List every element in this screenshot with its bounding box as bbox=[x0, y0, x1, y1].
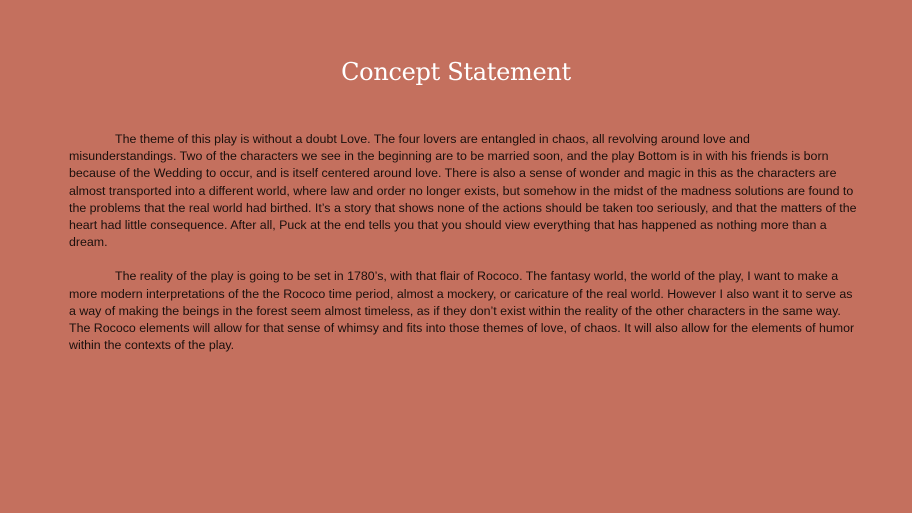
paragraph-theme: The theme of this play is without a doubt Love. The four lovers are entangled in chaos, all revolving around love and misunderstandings. Two of the characters we see in the beginning are to be married soon, and the play Bottom is in with his friends is born because of the Wedding to occur, and is itself centered around love. There is also a sense of wonder and magic in this as the characters are almost transported into a different world, where law and order no longer exists, but somehow in the midst of the madness solutions are found to the problems that the real world had birthed. It’s a story that shows none of the actions should be taken too seriously, and that the matters of the heart had little consequence. After all, Puck at the end tells you that you should view everything that has happened as nothing more than a dream. bbox=[69, 132, 857, 250]
paragraph-reality: The reality of the play is going to be set in 1780’s, with that flair of Rococo. The fantasy world, the world of the play, I want to make a more modern interpretations of the the Rococo time period, almost a mockery, or caricature of the real world. However I also want it to serve as a way of making the beings in the forest seem almost timeless, as if they don’t exist within the reality of the other characters in the same way. The Rococo elements will allow for that sense of whimsy and fits into those themes of love, of chaos. It will also allow for the elements of humor within the contexts of the play. bbox=[69, 269, 855, 353]
slide-title: Concept Statement bbox=[341, 58, 571, 86]
slide-body bbox=[69, 131, 859, 371]
